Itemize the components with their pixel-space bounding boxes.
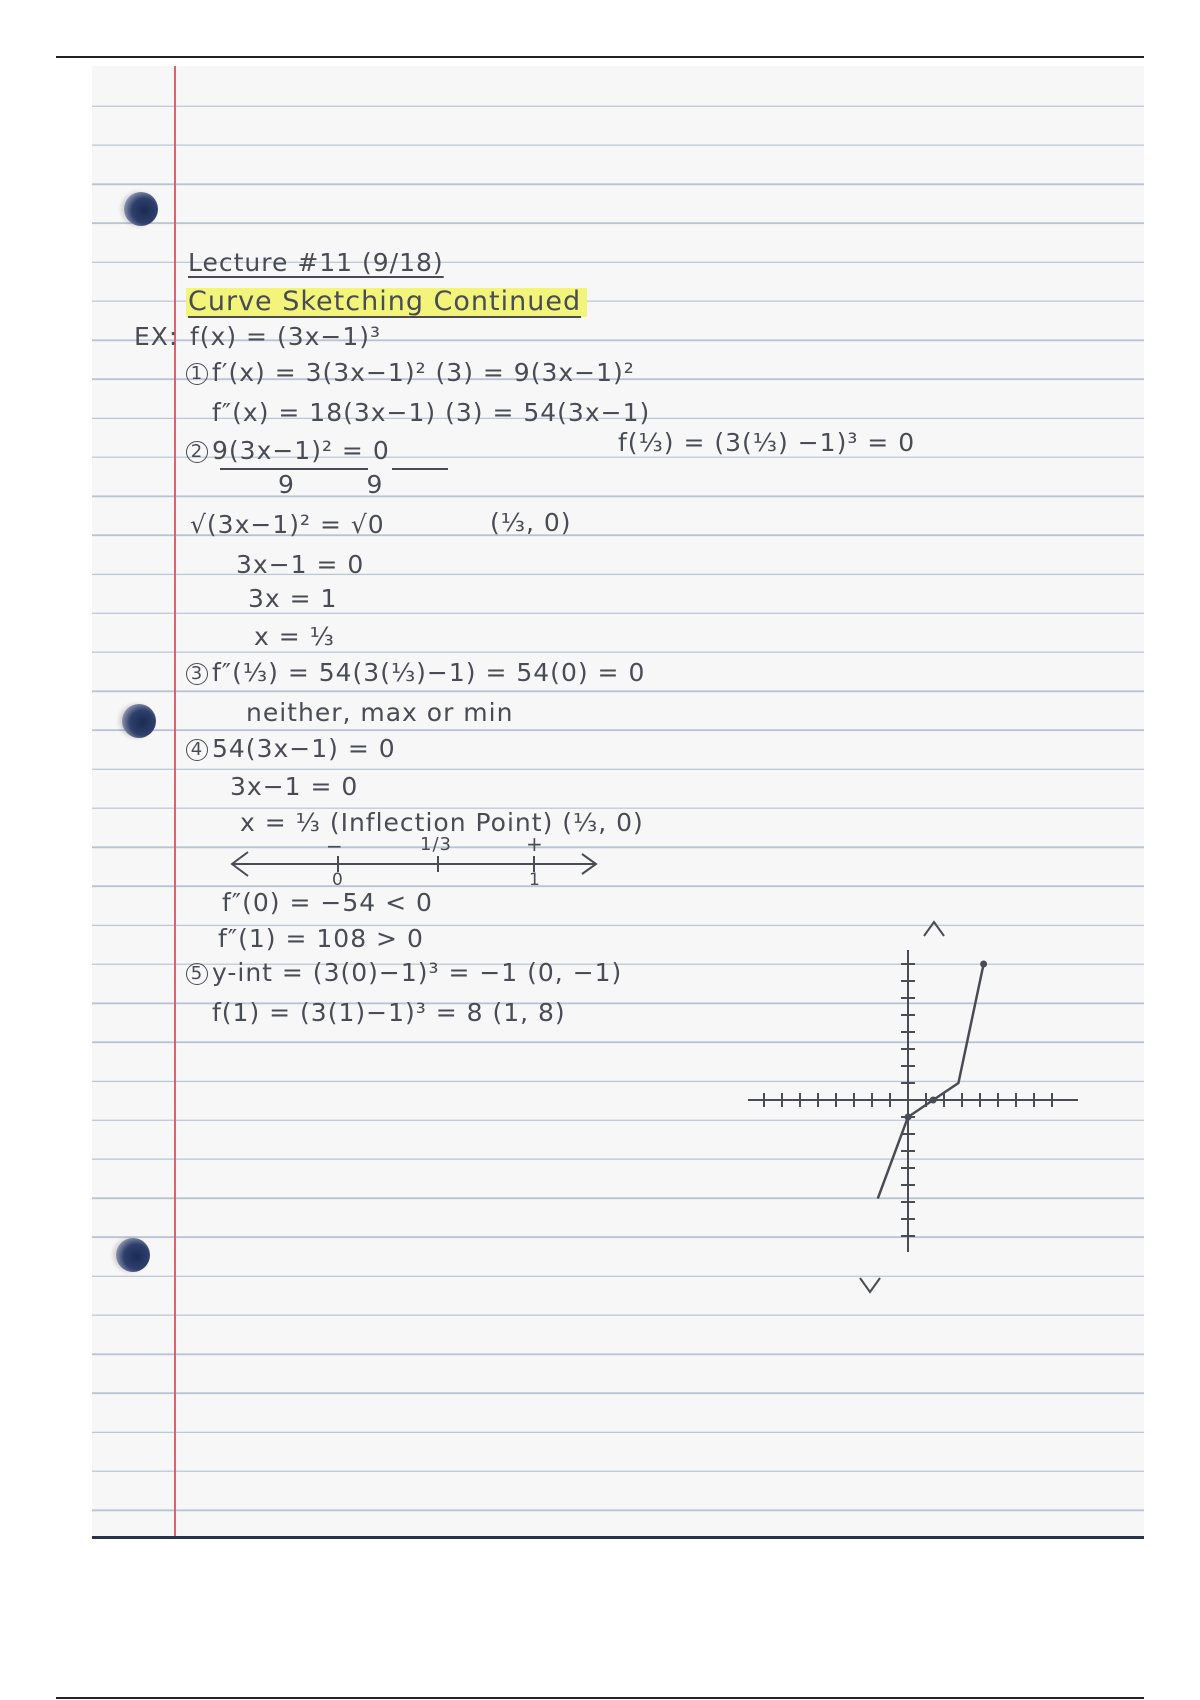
cubic-curve	[878, 964, 984, 1199]
step5-yint: y-int = (3(0)−1)³ = −1 (0, −1)	[212, 958, 623, 987]
step5-point: f(1) = (3(1)−1)³ = 8 (1, 8)	[212, 998, 566, 1027]
step3-conclusion: neither, max or min	[246, 698, 514, 727]
binder-hole-bottom	[116, 1238, 150, 1272]
step1-second-derivative: f″(x) = 18(3x−1) (3) = 54(3x−1)	[212, 398, 651, 427]
sketch-axes	[748, 950, 1078, 1252]
step2-sqrt: √(3x−1)² = √0	[190, 510, 385, 539]
numberline-one: 1	[529, 870, 541, 890]
step2-line1: 3x−1 = 0	[236, 550, 365, 579]
page-top-rule	[56, 56, 1144, 58]
step5-number: 5	[186, 963, 208, 985]
step4-row	[186, 736, 396, 761]
step1-number: 1	[186, 363, 208, 385]
step5-row	[186, 960, 622, 985]
step3-number: 3	[186, 663, 208, 685]
curve-key-point	[980, 961, 987, 968]
step4-equation: 54(3x−1) = 0	[212, 734, 396, 763]
step2-number: 2	[186, 441, 208, 463]
example-label: EX:	[134, 322, 179, 351]
curve-sketch	[744, 912, 1084, 1292]
step2-point: (⅓, 0)	[490, 508, 572, 537]
step3-row	[186, 660, 645, 685]
step1-first-derivative-row	[186, 360, 635, 385]
function-definition: f(x) = (3x−1)³	[190, 322, 382, 351]
binder-hole-middle	[122, 704, 156, 738]
step4-inflection: x = ⅓ (Inflection Point) (⅓, 0)	[240, 808, 644, 837]
step2-equation-row	[186, 438, 390, 463]
test-f2-one: f″(1) = 108 > 0	[218, 924, 424, 953]
margin-line	[174, 66, 176, 1536]
numberline-third: 1/3	[420, 834, 452, 855]
step2-numerator: 9(3x−1)² = 0	[212, 436, 390, 465]
test-f2-zero: f″(0) = −54 < 0	[222, 888, 433, 917]
step1-first-derivative: f′(x) = 3(3x−1)² (3) = 9(3x−1)²	[212, 358, 635, 387]
page-bottom-rule	[56, 1697, 1144, 1699]
topic-title: Curve Sketching Continued	[186, 288, 587, 317]
curve-key-point	[905, 1114, 912, 1121]
numberline-plus: +	[526, 832, 544, 856]
curve-arrow-top	[924, 922, 944, 936]
lecture-title: Lecture #11 (9/18)	[188, 248, 444, 277]
step2-denominators: 9 9	[278, 470, 384, 499]
step2-f-of-third: f(⅓) = (3(⅓) −1)³ = 0	[618, 428, 916, 457]
curve-key-point	[930, 1097, 937, 1104]
step3-eval: f″(⅓) = 54(3(⅓)−1) = 54(0) = 0	[212, 658, 646, 687]
step2-line2: 3x = 1	[248, 584, 338, 613]
step2-line3: x = ⅓	[254, 622, 335, 651]
step4-number: 4	[186, 739, 208, 761]
step4-line1: 3x−1 = 0	[230, 772, 359, 801]
numberline-minus: −	[326, 834, 344, 858]
curve-arrow-bottom	[860, 1278, 880, 1292]
numberline-zero: 0	[332, 870, 344, 890]
fraction-bar-right	[392, 468, 448, 470]
binder-hole-top	[124, 192, 158, 226]
